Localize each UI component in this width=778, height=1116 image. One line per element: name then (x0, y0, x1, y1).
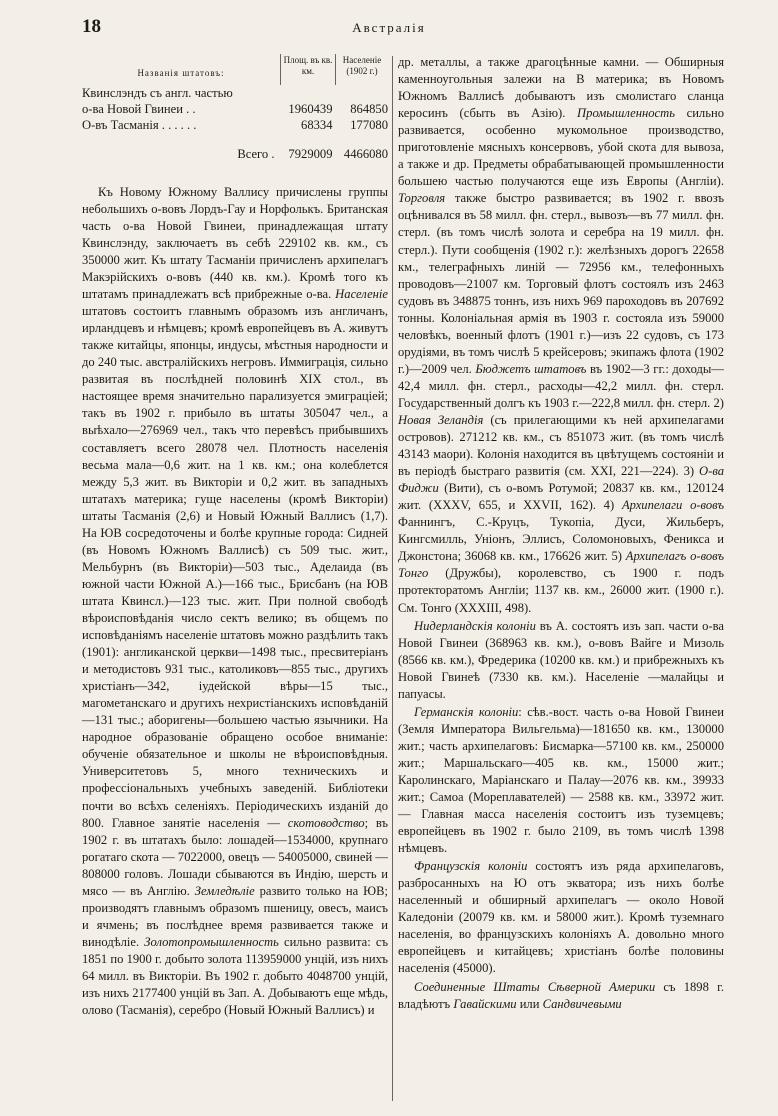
paragraph (398, 858, 724, 977)
paragraph (398, 54, 724, 617)
state-area: 1960439 (288, 102, 333, 117)
table-header-row (82, 54, 388, 85)
italic-term: Населеніе (335, 287, 388, 302)
state-area: 68334 (301, 118, 333, 133)
italic-term: Французскія колоніи (414, 859, 528, 874)
page-number: 18 (82, 16, 101, 37)
state-population (336, 85, 389, 101)
total-label: Всего . (237, 146, 275, 161)
column-divider (392, 56, 393, 1101)
running-head: Австралія (352, 20, 426, 35)
text-run: ; въ 1902 г. въ штатахъ было: лошадей—1534000, крупнаго рогатаго скота — 7022000, овецъ — 54005000, свиней — 808000 головъ. Лошади сбываются въ Индію, шерсть и мясо — въ Англію. (82, 815, 388, 898)
table-row (82, 117, 388, 133)
states-stats-table (82, 54, 388, 162)
paragraph (398, 618, 724, 703)
paragraph (82, 184, 388, 1019)
text-run: Къ Новому Южному Валлису причислены группы небольшихъ о-вовъ Лордъ-Гау и Норфолькъ. Британская часть о-ва Новой Гвинеи, принадлежащая штату Квинслэнду, заключаетъ въ себѣ 229102 кв. км., съ 350000 жит. Къ штату Тасманіи причисленъ архипелагъ Макэрійскихъ о-вовъ (440 кв. км.). Кромѣ того къ штатамъ принадлежатъ всѣ прибрежные о-ва. (82, 184, 388, 302)
italic-term: Земледѣліе (194, 883, 255, 898)
total-population: 4466080 (343, 146, 388, 161)
italic-term: Архипелагъ о-вовъ Тонго (398, 549, 725, 581)
total-area: 7929009 (288, 146, 333, 161)
text-run: др. металлы, а также драгоцѣнные камни. — Обширныя каменноугольныя залежи на В материка; въ Новомъ Южномъ Валлисѣ добываютъ изъ смолистаго сланца керосинъ (сбыть въ Азію). (398, 55, 724, 121)
state-population: 177080 (350, 118, 388, 133)
text-run: : сѣв.-вост. часть о-ва Новой Гвинеи (Земля Императора Вильгельма)—181650 кв. км., 130000 жит.; часть архипелаговъ: Бисмарка—57100 кв. км., 250000 жит.; Маршальскаго—405 кв. км., 15000 жит.; Каролинскаго, Маріанскаго и Палау—2076 кв. км., 39933 жит.; Самоа (Мореплавателей) — 2588 кв. км., 33972 жит. — Главная масса населенія состоитъ изъ туземцевъ; европейцевъ въ 1902 г. было 2109, въ томъ числѣ 1398 нѣмцевъ. (398, 704, 724, 856)
text-run: сильно развита: съ 1851 по 1900 г. добыто золота 113959000 унцій, изъ нихъ 64 милл. въ Викторіи. Въ 1902 г. добыто 4048700 унцій, изъ нихъ 2177400 унцій въ Зап. А. Добываютъ еще мѣдь, олово (Тасманія), серебро (Новый Южный Валлисъ) и (82, 934, 388, 1018)
italic-term: Бюджетъ штатовъ (475, 361, 587, 376)
text-run: съ 1898 г. владѣютъ (398, 979, 724, 1011)
paragraph (398, 704, 724, 857)
right-column (398, 54, 724, 1013)
text-run: состоятъ изъ ряда архипелаговъ, разбросанныхъ на Ю отъ экватора; изъ нихъ болѣе населенный и обширный архипелагъ — около Новой Каледоніи (20079 кв. км. и 58000 жит.). Кромѣ туземнаго населенія, во французскихъ колоніяхъ А. довольно много европейцевъ и китайцевъ; христіанъ болѣе половины населенія (45000). (398, 859, 724, 976)
left-column-text (82, 184, 388, 1019)
text-run: сильно развивается, особенно мукомольное производство, приготовленіе мясныхъ консервовъ, убой скота для вывоза, а также и др. Предметы обрабатывающей промышленности большею частью получаются еще изъ Европы (Англіи). (398, 106, 724, 189)
state-population: 864850 (350, 102, 388, 117)
italic-term: Сандвичевыми (542, 996, 622, 1011)
left-column (82, 54, 388, 1019)
right-column-text (398, 54, 724, 1013)
italic-term: Соединенные Штаты Сѣверной Америки (414, 979, 656, 994)
table-row (82, 101, 388, 117)
italic-term: Нидерландскія колоніи (414, 618, 536, 633)
text-run: въ А. состоятъ изъ зап. части о-ва Новой Гвинеи (368963 кв. км.), о-вовъ Вайге и Мизоль (8566 кв. км.), Фредерика (10200 кв. км.) и прибрежныхъ къ Новой Гвинеѣ (7330 кв. км.). Населеніе —малайцы и папуасы. (398, 618, 724, 701)
header-population: Населеніе (1902 г.) (336, 54, 389, 85)
text-run: (Дружбы), королевство, съ 1900 г. подъ протекторатомъ Англіи; 1137 кв. км., 26000 жит. (1900 г.). См. Тонго (XXXIII, 498). (398, 566, 724, 615)
text-run: (съ прилегающими къ ней архипелагами островов). 271212 кв. км., съ 851073 жит. (въ томъ числѣ 43143 маори). Колонія находится въ цвѣтущемъ состояніи и въ періодѣ быстраго развитія (см. XXI, 221—224). 3) (398, 412, 724, 479)
text-run: Фаннингъ, С.-Круцъ, Тукопіа, Дуси, Жильберъ, Кингсмилль, Уніонъ, Эллисъ, Соломоновыхъ, Феникса и Джонстона; 36068 кв. км., 176626 жит. 5) (398, 515, 724, 564)
italic-term: Германскія колоніи (414, 704, 519, 719)
italic-term: скотоводство (287, 815, 365, 830)
header-state-name: Названія штатовъ: (137, 68, 225, 78)
paragraph (398, 979, 724, 1013)
table-row (82, 85, 388, 101)
italic-term: О-ва Фиджи (398, 464, 724, 496)
text-run: въ 1902—3 гг.: доходы—42,4 милл. фн. стерл., расходы—42,2 милл. фн. стерл. Государственный долгъ къ 1903 г.—222,8 милл. фн. стерл. 2) (398, 361, 724, 410)
text-run: развито только на ЮВ; производятъ главнымъ образомъ пшеницу, овесъ, маисъ и ячмень; въ послѣднее время развивается также и винодѣліе. (82, 883, 388, 949)
state-name: О-въ Тасманія . . . . . . (82, 118, 197, 133)
italic-term: Архипелаги о-вовъ (621, 498, 724, 513)
header-area: Площ. въ кв. км. (281, 54, 336, 85)
states-table (82, 54, 388, 162)
text-run: или (516, 996, 543, 1011)
state-area (281, 85, 336, 101)
text-run: штатовъ состоитъ главнымъ образомъ изъ англичанъ, ирландцевъ и нѣмцевъ; кромѣ европейцевъ въ А. живутъ также китайцы, японцы, индусы, мѣстныя народности и до 240 тыс. австралійскихъ негровъ. Иммиграція, сильно развитая въ послѣдней половинѣ XIX стол., въ настоящее время значительно парализуется эмиграціей; такъ въ 1902 г. прибыло въ штаты 305047 чел., а выѣхало—276969 чел., такъ что перевѣсъ прибывшихъ составляетъ всего 28078 чел. Плотность населенія весьма мала—0,6 жит. на 1 кв. км.; она колеблется между 5,3 жит. въ Викторіи и 0,2 жит. въ западныхъ штатахъ материка; гуще населены (кромѣ Викторіи) штаты Тасманія (2,6) и Новый Южный Валлисъ (1,7). На ЮВ сосредоточены и болѣе крупные города: Сидней (въ Новомъ Южномъ Валлисѣ) съ 509 тыс. жит., Мельбурнъ (въ Викторіи)—503 тыс., Аделаида (въ южной части Южной А.)—166 тыс., Брисбанъ (на ЮВ штата Квинсл.)—123 тыс. жит. При полной свободѣ вѣроисповѣданія число сектъ велико; въ общемъ по исповѣданіямъ населеніе штатовъ можно раздѣлить такъ (1901): англиканской церкви—1498 тыс., пресвитеріанъ и методистовъ 931 тыс., католиковъ—855 тыс., другихъ христіанъ—342, іудейской вѣры—15 тыс., магометанскаго и другихъ нехристіанскихъ исповѣданій—131 тыс.; аборигены—большею частью язычники. На народное образованіе обращено особое вниманіе: обученіе обязательное и школы не вѣроисповѣдныя. Университетовъ 5, много техническихъ и профессіональныхъ учебныхъ заведеній. Библіотеки почти во всѣхъ селеніяхъ. Періодическихъ изданій до 800. Главное занятіе населенія — (82, 304, 388, 830)
italic-term: Промышленность (577, 106, 675, 121)
italic-term: Гавайскими (453, 996, 517, 1011)
table-total-row (82, 134, 388, 162)
state-name: о-ва Новой Гвинеи . . (82, 102, 196, 117)
italic-term: Торговля (398, 191, 446, 206)
state-name: Квинслэндъ съ англ. частью (82, 86, 233, 100)
text-run: также быстро развивается; въ 1902 г. ввозъ оцѣнивался въ 58 милл. фн. стерл., вывозъ—въ 77 милл. фн. стерл. (въ томъ числѣ золота и серебра на 19 милл. фн. стерл.). Пути сообщенія (1902 г.): желѣзныхъ дорогъ 22658 км., телеграфныхъ линій — 72956 км., телефонныхъ проводовъ—21007 км. Торговый флотъ состоялъ изъ 2463 судовъ въ 348875 тоннъ, изъ нихъ 969 пароходовъ въ 207692 тонны. Колоніальная армія въ 1903 г. состояла изъ 59000 человѣкъ, военный флотъ (1901 г.)—изъ 22 судовъ, съ 173 орудіями, въ томъ числѣ 5 крейсеровъ; экипажъ флота (1902 г.)—2009 чел. (398, 191, 724, 376)
text-run: (Вити), съ о-вомъ Ротумой; 20837 кв. км., 120124 жит. (XXXV, 655, и XXVII, 162). 4) (398, 481, 724, 513)
italic-term: Новая Зеландія (398, 412, 484, 427)
italic-term: Золотопромышленность (144, 934, 279, 949)
